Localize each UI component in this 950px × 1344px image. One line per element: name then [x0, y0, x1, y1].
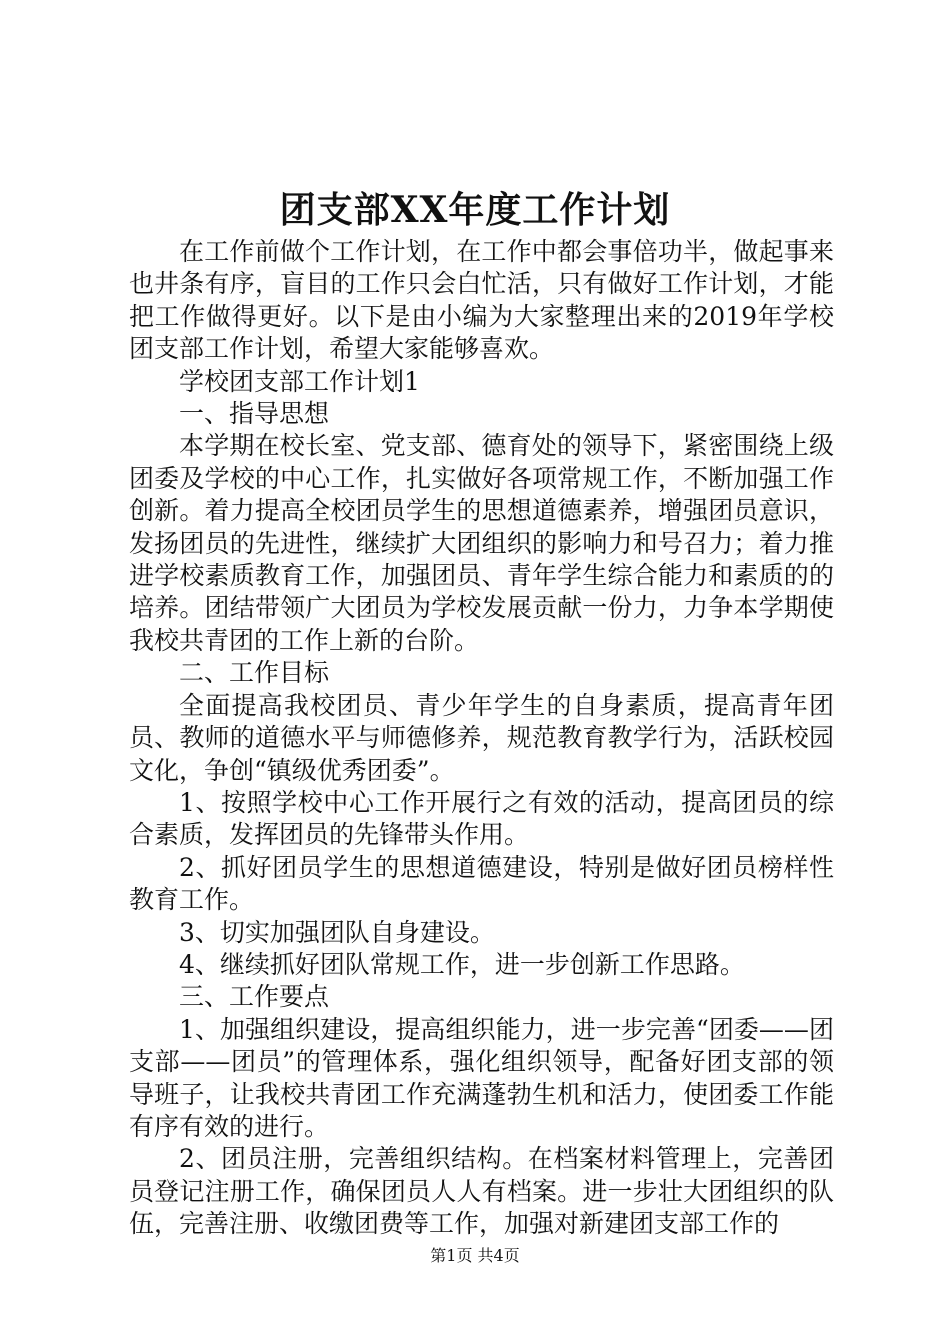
section-heading-goals: 二、工作目标 [179, 658, 330, 688]
list-item-goal-4: 4、继续抓好团队常规工作，进一步创新工作思路。 [179, 949, 745, 979]
list-item-goal-2: 2、抓好团员学生的思想道德建设，特别是做好团员榜样性教育工作。 [129, 852, 834, 915]
document-title: 团支部XX年度工作计划 [279, 189, 671, 231]
section-heading-plan-1: 学校团支部工作计划1 [179, 366, 420, 396]
section-heading-key-points: 三、工作要点 [179, 982, 330, 1012]
page-footer: 第1页 共4页 [430, 1246, 520, 1265]
paragraph-goals: 全面提高我校团员、青少年学生的自身素质，提高青年团员、教师的道德水平与师德修养，规范教育教学行为，活跃校园文化，争创“镇级优秀团委”。 [129, 690, 834, 785]
list-item-goal-3: 3、切实加强团队自身建设。 [179, 917, 495, 947]
list-item-key-point-2: 2、团员注册，完善组织结构。在档案材料管理上，完善团员登记注册工作，确保团员人人有档案。进一步壮大团组织的队伍，完善注册、收缴团费等工作，加强对新建团支部工作的 [129, 1144, 834, 1239]
paragraph-intro: 在工作前做个工作计划，在工作中都会事倍功半，做起事来也井条有序，盲目的工作只会白忙活，只有做好工作计划，才能把工作做得更好。以下是由小编为大家整理出来的2019年学校团支部工作计划，希望大家能够喜欢。 [129, 237, 834, 364]
list-item-goal-1: 1、按照学校中心工作开展行之有效的活动，提高团员的综合素质，发挥团员的先锋带头作用。 [129, 787, 834, 850]
paragraph-guiding-thought: 本学期在校长室、党支部、德育处的领导下，紧密围绕上级团委及学校的中心工作，扎实做好各项常规工作，不断加强工作创新。着力提高全校团员学生的思想道德素养，增强团员意识，发扬团员的先进性，继续扩大团组织的影响力和号召力；着力推进学校素质教育工作，加强团员、青年学生综合能力和素质的的培养。团结带领广大团员为学校发展贡献一份力，力争本学期使我校共青团的工作上新的台阶。 [129, 431, 834, 655]
document-body [129, 236, 834, 1241]
list-item-key-point-1: 1、加强组织建设，提高组织能力，进一步完善“团委——团支部——团员”的管理体系，强化组织领导，配备好团支部的领导班子，让我校共青团工作充满蓬勃生机和活力，使团委工作能有序有效的进行。 [129, 1014, 834, 1141]
section-heading-guiding-thought: 一、指导思想 [179, 399, 330, 429]
